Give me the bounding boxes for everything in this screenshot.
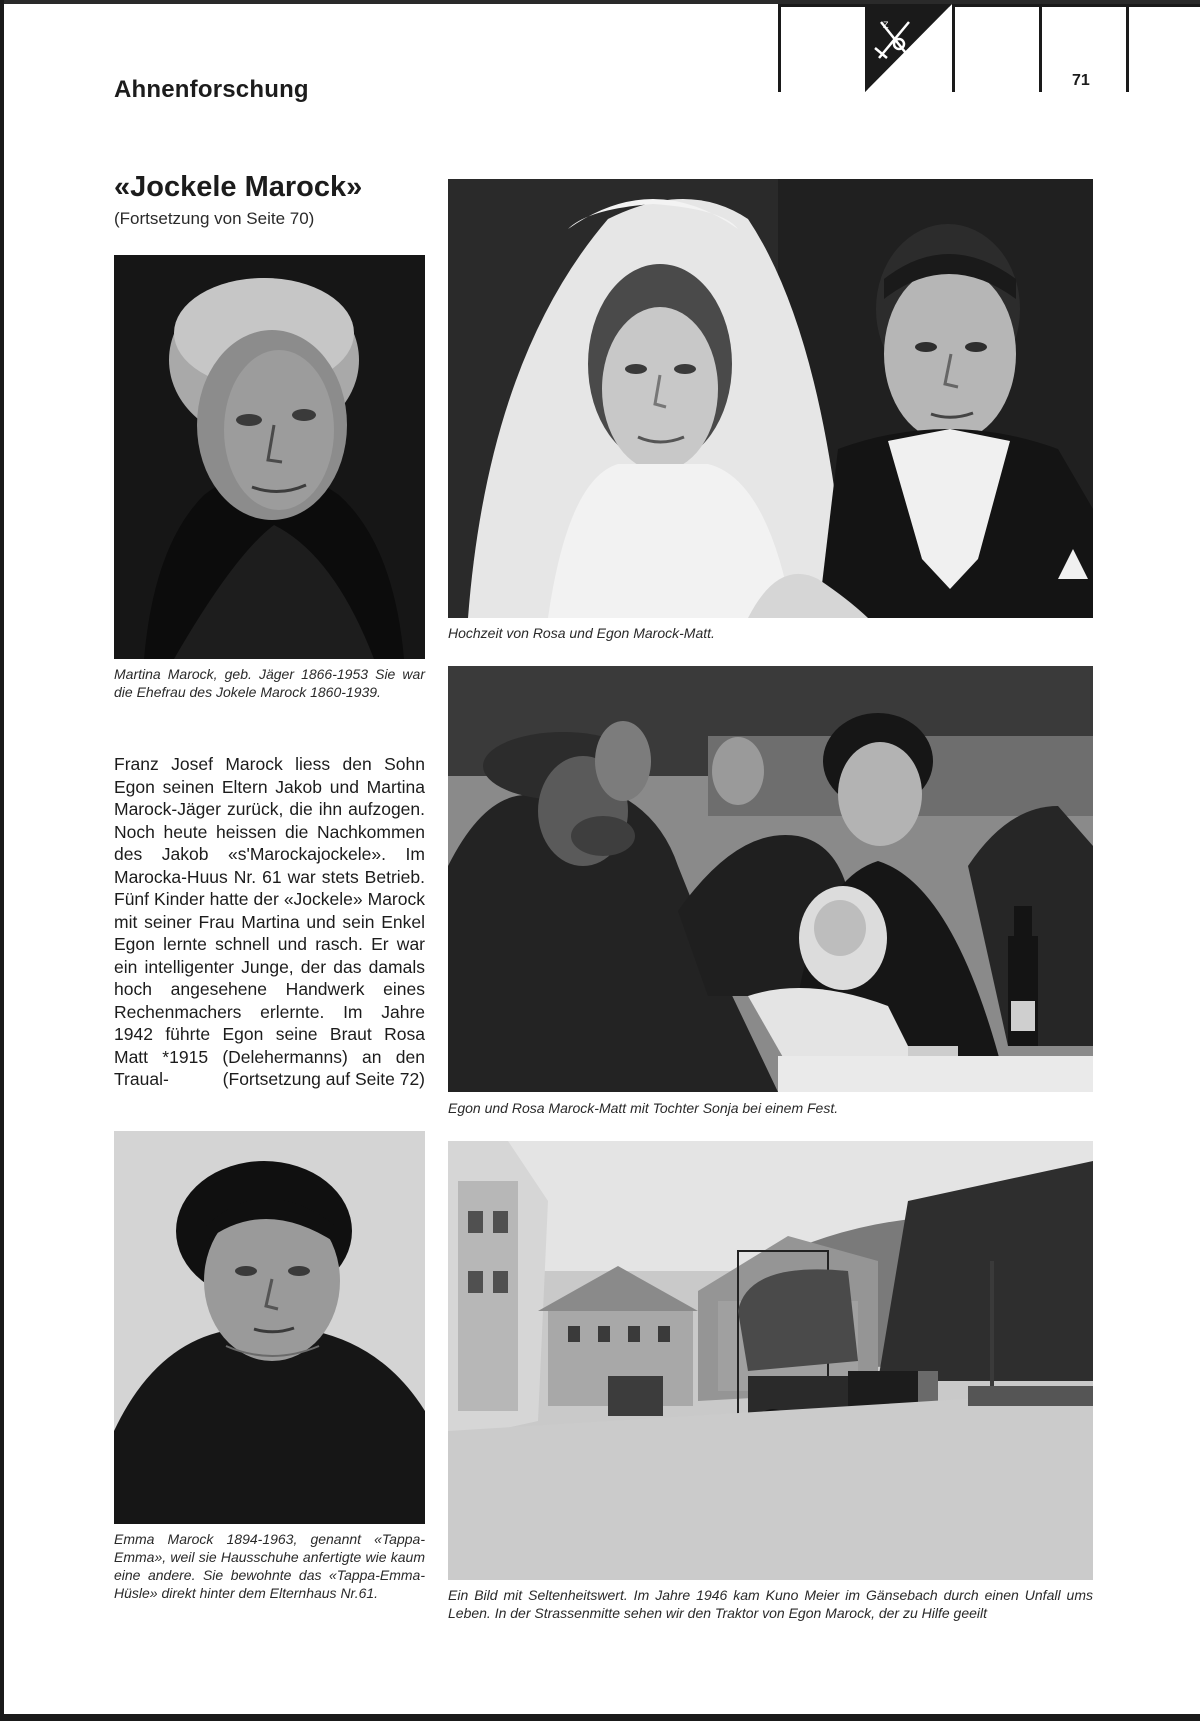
wedding-photo (448, 179, 1093, 618)
scan-left-edge (0, 0, 4, 1721)
festival-photo (448, 666, 1093, 1092)
martina-caption: Martina Marock, geb. Jäger 1866-1953 Sie war die Ehefrau des Jokele Marock 1860-1939. (114, 666, 425, 700)
martina-portrait-photo (114, 255, 425, 659)
header-box-strip (778, 4, 1200, 92)
article-title: «Jockele Marock» (114, 171, 363, 203)
festival-caption: Egon und Rosa Marock-Matt mit Tochter Sonja bei einem Fest. (448, 1100, 839, 1116)
scan-bottom-edge (0, 1714, 1200, 1721)
crossed-swords-emblem-icon (865, 4, 952, 92)
continued-from-note: (Fortsetzung von Seite 70) (114, 209, 315, 228)
emma-portrait-photo (114, 1131, 425, 1524)
wedding-caption: Hochzeit von Rosa und Egon Marock-Matt. (448, 625, 715, 641)
emma-caption: Emma Marock 1894-1963, genannt «Tappa-Emma», weil sie Hausschuhe anfertigte wie kaum eine andere. Sie bewohnte das «Tappa-Emma-Hüsle» direkt hinter dem Elternhaus Nr.61. (114, 1531, 425, 1601)
svg-text:Z: Z (883, 20, 889, 30)
street-scene-caption: Ein Bild mit Seltenheitswert. Im Jahre 1946 kam Kuno Meier im Gänsebach durch einen Unfall ums Leben. In der Strassenmitte sehen wir den Traktor von Egon Marock, der zu Hilfe geeilt (448, 1587, 1093, 1621)
street-scene-photo (448, 1141, 1093, 1580)
section-heading: Ahnenforschung (114, 76, 309, 103)
page-number: 71 (1072, 72, 1090, 89)
continued-on-note: (Fortsetzung auf Seite 72) (222, 1069, 425, 1089)
article-body: Franz Josef Marock liess den Sohn Egon seinen Eltern Jakob und Martina Marock-Jäger zurück, die ihn aufzogen. Noch heute heissen die Nachkommen des Jakob «s'Marockajockele». Im Marocka-Huus Nr. 61 war stets Betrieb. Fünf Kinder hatte der «Jockele» Marock mit seiner Frau Martina und sein Enkel Egon lernte schnell und rasch. Er war ein intelligenter Junge, der das damals hoch angesehene Handwerk eines Rechenmachers erlernte. Im Jahre 1942 führte Egon seine Braut Rosa Matt *1915 (Delehermanns) an den Traual- (114, 754, 425, 1089)
